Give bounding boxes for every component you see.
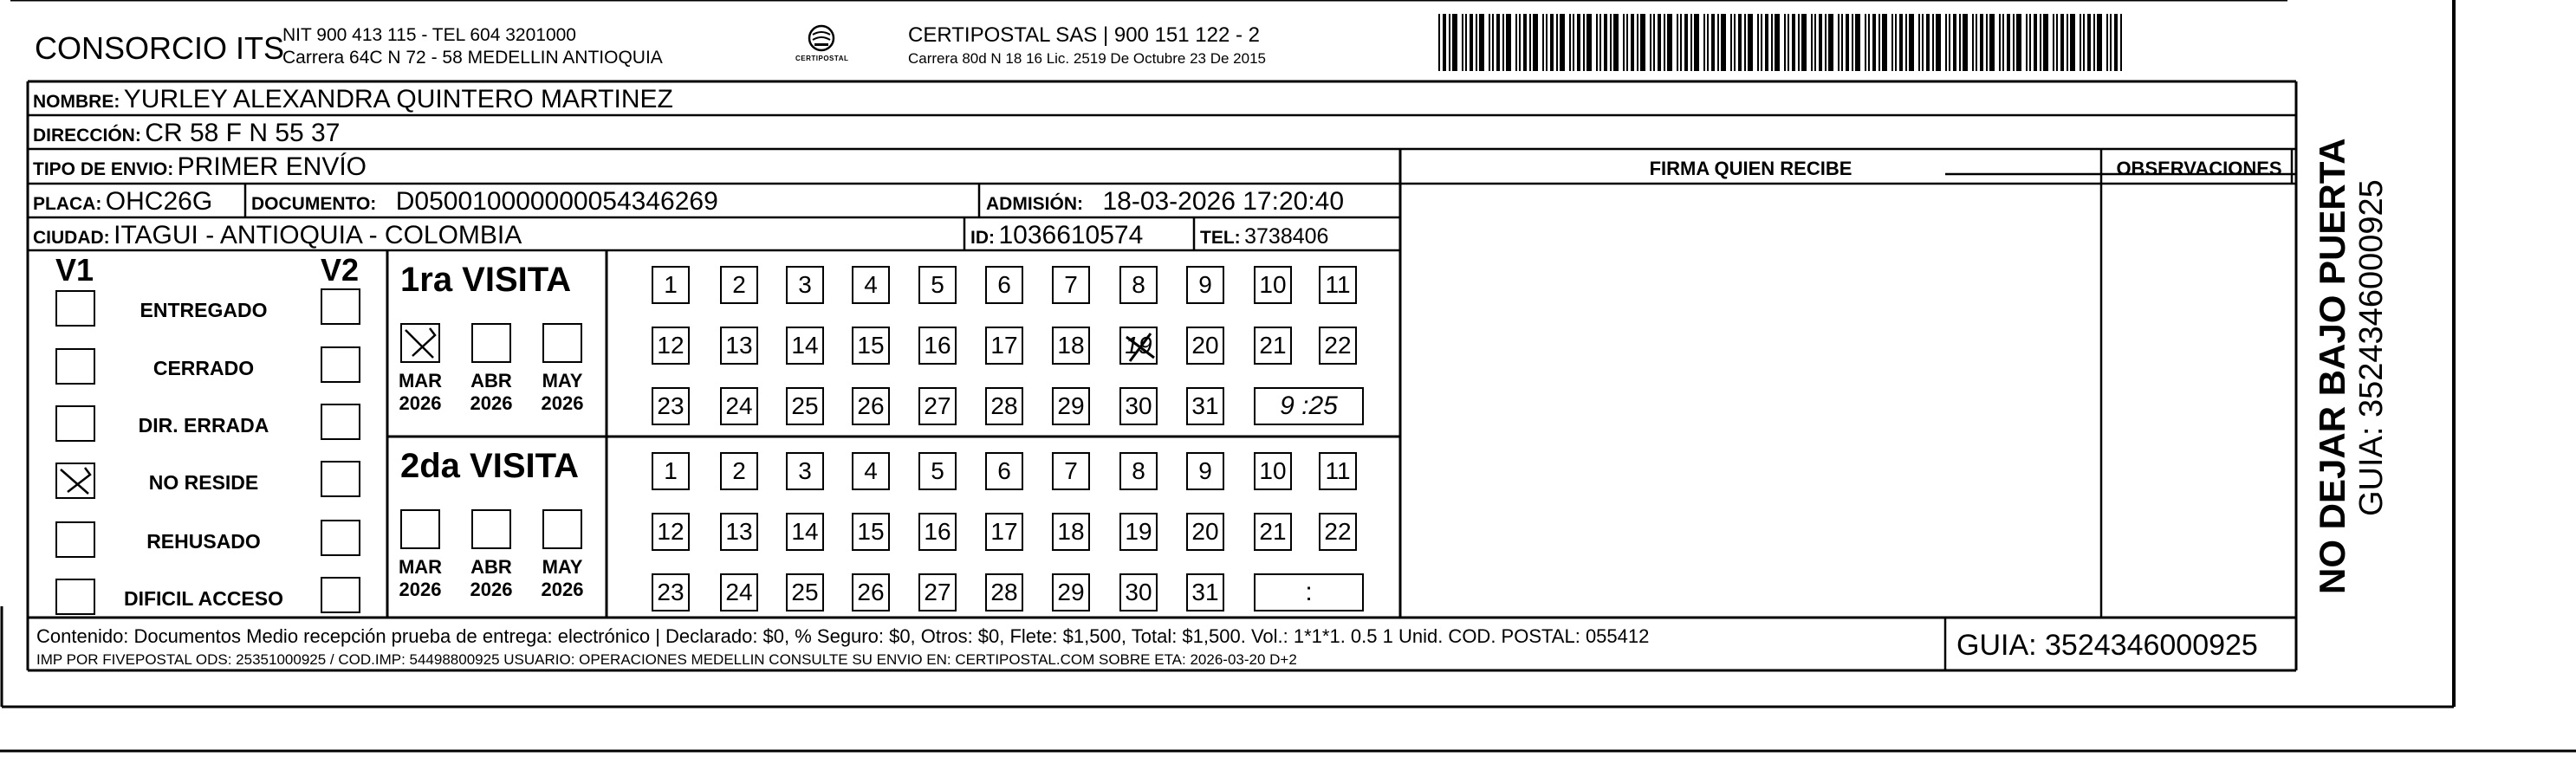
barcode-bar <box>1932 14 1934 71</box>
month-name: MAY <box>542 556 583 578</box>
v2-checkbox[interactable] <box>321 288 360 325</box>
barcode-bar <box>1882 14 1887 71</box>
barcode-bar <box>1711 14 1715 71</box>
barcode-bar <box>1546 14 1548 71</box>
v1-checkbox[interactable] <box>55 290 95 327</box>
month-label <box>466 556 516 601</box>
barcode-bar <box>1945 14 1947 71</box>
day-box[interactable]: 14 <box>786 327 824 365</box>
day-box[interactable]: 9 <box>1186 266 1224 304</box>
barcode-bar <box>1905 14 1907 71</box>
barcode-bar <box>1730 14 1732 71</box>
day-box[interactable]: 25 <box>786 387 824 425</box>
day-box[interactable]: 2 <box>720 452 758 490</box>
barcode-bar <box>1690 14 1692 71</box>
status-label: CERRADO <box>152 357 255 379</box>
barcode-bar <box>1936 14 1941 71</box>
barcode-bar <box>1798 14 1800 71</box>
barcode-bar <box>1771 14 1773 71</box>
day-box[interactable]: 16 <box>918 327 957 365</box>
visit-title: 2da VISITA <box>400 447 579 485</box>
day-box[interactable]: 2 <box>720 266 758 304</box>
barcode-bar <box>1825 14 1827 71</box>
barcode-bar <box>2034 14 2037 71</box>
day-box[interactable]: 15 <box>852 513 890 551</box>
day-box[interactable]: 11 <box>1319 266 1357 304</box>
month-checkbox[interactable] <box>471 509 511 549</box>
barcode-bar <box>1949 14 1950 71</box>
barcode-bar <box>1556 14 1558 71</box>
ciudad-label: CIUDAD: <box>33 228 110 248</box>
firma-header: FIRMA QUIEN RECIBE <box>1649 158 1853 179</box>
barcode-bar <box>1694 14 1699 71</box>
month-year: 2026 <box>470 579 513 600</box>
footer-content: Contenido: Documentos Medio recepción prueba de entrega: electrónico | Declarado: $0, % Seguro: $0, Otros: $0, Flete: $1,500, Total: $1,500. Vol.: 1*1*1. 0.5 1 Unid. COD. POSTAL: 055412 <box>36 625 1650 647</box>
barcode-bar <box>1684 14 1688 71</box>
barcode-bar <box>2070 14 2075 71</box>
day-box[interactable]: 20 <box>1186 513 1224 551</box>
barcode-bar <box>1610 14 1612 71</box>
barcode-bar <box>1449 14 1450 71</box>
v2-checkbox[interactable] <box>321 346 360 383</box>
v2-checkbox[interactable] <box>321 461 360 497</box>
barcode-bar <box>1788 14 1789 71</box>
barcode-bar <box>1963 14 1968 71</box>
barcode-bar <box>1677 14 1678 71</box>
day-box[interactable]: 12 <box>652 513 690 551</box>
barcode-bar <box>2040 14 2041 71</box>
barcode-bar <box>1757 14 1759 71</box>
barcode-bar <box>1872 14 1876 71</box>
day-box[interactable]: 10 <box>1254 266 1292 304</box>
day-box[interactable]: 13 <box>720 513 758 551</box>
day-box[interactable]: 11 <box>1319 452 1357 490</box>
day-box[interactable]: 19 <box>1119 327 1158 365</box>
carrier-license: Carrera 80d N 18 16 Lic. 2519 De Octubre 23 De 2015 <box>908 50 1266 67</box>
barcode-bar <box>1868 14 1870 71</box>
status-label: NO RESIDE <box>148 471 259 494</box>
documento-label: DOCUMENTO: <box>251 194 377 214</box>
barcode-bar <box>2114 14 2118 71</box>
barcode-bar <box>1667 14 1672 71</box>
barcode-bar <box>1492 14 1494 71</box>
barcode-bar <box>1573 14 1574 71</box>
day-box[interactable]: 29 <box>1052 573 1090 611</box>
status-label: DIR. ERRADA <box>138 414 269 437</box>
barcode-bar <box>1953 14 1956 71</box>
day-box[interactable]: 25 <box>786 573 824 611</box>
admision-value: 18-03-2026 17:20:40 <box>1102 187 1345 216</box>
check-mark-icon <box>57 464 94 497</box>
day-box[interactable]: 30 <box>1119 573 1158 611</box>
nombre-value: YURLEY ALEXANDRA QUINTERO MARTINEZ <box>123 85 673 113</box>
barcode-bar <box>2120 14 2122 71</box>
barcode-bar <box>1865 14 1866 71</box>
barcode-bar <box>1852 14 1853 71</box>
barcode-bar <box>1828 14 1833 71</box>
barcode-bar <box>1577 14 1580 71</box>
barcode-bar <box>1792 14 1795 71</box>
barcode-bar <box>1909 14 1914 71</box>
day-box[interactable]: 4 <box>852 266 890 304</box>
barcode-bar <box>1550 14 1554 71</box>
barcode-bar <box>1533 14 1538 71</box>
barcode-bar <box>1744 14 1746 71</box>
barcode-bar <box>1443 14 1446 71</box>
barcode-bar <box>1658 14 1661 71</box>
barcode-bar <box>1640 14 1645 71</box>
day-box[interactable]: 26 <box>852 387 890 425</box>
day-box[interactable]: 16 <box>918 513 957 551</box>
barcode-bar <box>1703 14 1705 71</box>
barcode-bar <box>1664 14 1665 71</box>
v1-checkbox[interactable] <box>55 348 95 385</box>
v2-checkbox[interactable] <box>321 520 360 556</box>
time-field[interactable]: 9 :25 <box>1254 387 1364 425</box>
day-box[interactable]: 9 <box>1186 452 1224 490</box>
placa-value: OHC26G <box>105 187 213 216</box>
barcode-bar <box>1502 14 1504 71</box>
barcode-bar <box>1623 14 1625 71</box>
firma-area[interactable] <box>1402 185 2099 616</box>
day-box[interactable]: 24 <box>720 573 758 611</box>
barcode-bar <box>2087 14 2091 71</box>
carrier-name: CERTIPOSTAL SAS | 900 151 122 - 2 <box>908 23 1260 47</box>
day-box[interactable]: 17 <box>985 327 1023 365</box>
day-box[interactable]: 20 <box>1186 327 1224 365</box>
barcode-bar <box>2080 14 2081 71</box>
day-box[interactable]: 7 <box>1052 266 1090 304</box>
barcode-bar <box>1707 14 1709 71</box>
barcode-bar <box>1496 14 1500 71</box>
barcode-bar <box>1489 14 1490 71</box>
day-box[interactable]: 18 <box>1052 513 1090 551</box>
barcode-bar <box>2106 14 2108 71</box>
day-box[interactable]: 4 <box>852 452 890 490</box>
v2-checkbox[interactable] <box>321 404 360 440</box>
barcode-bar <box>1476 14 1477 71</box>
barcode-bar <box>1515 14 1517 71</box>
barcode-bar <box>1922 14 1924 71</box>
tel-value: 3738406 <box>1244 224 1329 249</box>
logo-text: CERTIPOSTAL <box>795 55 849 62</box>
month-label <box>395 556 445 601</box>
placa-label: PLACA: <box>33 194 102 214</box>
day-box[interactable]: 8 <box>1119 266 1158 304</box>
observaciones-header: OBSERVACIONES <box>2116 158 2282 179</box>
barcode-bar <box>1637 14 1638 71</box>
barcode-bar <box>1523 14 1527 71</box>
barcode-bar <box>2029 14 2031 71</box>
day-box[interactable]: 29 <box>1052 387 1090 425</box>
day-box[interactable]: 24 <box>720 387 758 425</box>
barcode-bar <box>1959 14 1961 71</box>
barcode-bar <box>1506 14 1511 71</box>
brand-name: CONSORCIO ITS <box>35 30 285 66</box>
barcode-bar <box>2060 14 2064 71</box>
day-box[interactable]: 13 <box>720 327 758 365</box>
barcode-bar <box>1626 14 1628 71</box>
day-box[interactable]: 21 <box>1254 327 1292 365</box>
day-mark-icon <box>1121 328 1159 366</box>
day-box[interactable]: 22 <box>1319 327 1357 365</box>
barcode-bar <box>1855 14 1860 71</box>
day-box[interactable]: 23 <box>652 387 690 425</box>
barcode <box>1438 14 2128 74</box>
barcode-bar <box>1814 14 1816 71</box>
day-box[interactable]: 26 <box>852 573 890 611</box>
barcode-bar <box>1604 14 1607 71</box>
barcode-bar <box>1926 14 1930 71</box>
barcode-bar <box>2097 14 2102 71</box>
v1-header: V1 <box>55 252 94 288</box>
barcode-bar <box>1878 14 1880 71</box>
day-box[interactable]: 30 <box>1119 387 1158 425</box>
barcode-bar <box>2002 14 2004 71</box>
month-name: ABR <box>470 556 512 578</box>
barcode-bar <box>2007 14 2010 71</box>
month-label <box>466 370 516 415</box>
barcode-bar <box>1775 14 1780 71</box>
v2-header: V2 <box>321 252 360 288</box>
status-label: DIFICIL ACCESO <box>123 587 283 610</box>
month-checkbox[interactable] <box>542 509 582 549</box>
barcode-bar <box>1596 14 1598 71</box>
barcode-bar <box>2056 14 2058 71</box>
brand-address: Carrera 64C N 72 - 58 MEDELLIN ANTIOQUIA <box>282 48 663 68</box>
barcode-bar <box>1918 14 1920 71</box>
month-label <box>537 370 587 415</box>
day-box[interactable]: 23 <box>652 573 690 611</box>
barcode-bar <box>1819 14 1822 71</box>
barcode-bar <box>1653 14 1655 71</box>
check-mark-icon <box>402 325 438 361</box>
month-name: MAY <box>542 370 583 391</box>
day-box[interactable]: 1 <box>652 266 690 304</box>
side-guia: GUIA: 3524346000925 <box>2353 179 2390 516</box>
day-box[interactable]: 6 <box>985 266 1023 304</box>
barcode-bar <box>1438 14 1440 71</box>
month-label <box>395 370 445 415</box>
barcode-bar <box>1976 14 1977 71</box>
day-box[interactable]: 28 <box>985 387 1023 425</box>
v1-checkbox[interactable] <box>55 405 95 442</box>
month-name: MAR <box>398 556 443 578</box>
barcode-bar <box>1846 14 1849 71</box>
barcode-bar <box>1980 14 1983 71</box>
day-box[interactable]: 21 <box>1254 513 1292 551</box>
barcode-bar <box>1599 14 1601 71</box>
barcode-bar <box>1569 14 1571 71</box>
barcode-bar <box>1748 14 1753 71</box>
barcode-bar <box>1895 14 1897 71</box>
tel-label: TEL: <box>1200 228 1241 248</box>
barcode-bar <box>1765 14 1768 71</box>
day-box[interactable]: 7 <box>1052 452 1090 490</box>
barcode-bar <box>1452 14 1457 71</box>
barcode-bar <box>1986 14 1988 71</box>
barcode-bar <box>1717 14 1719 71</box>
direccion-label: DIRECCIÓN: <box>33 126 141 146</box>
day-box[interactable]: 5 <box>918 266 957 304</box>
day-box[interactable]: 31 <box>1186 573 1224 611</box>
v1-checkbox[interactable] <box>55 521 95 558</box>
barcode-bar <box>1784 14 1786 71</box>
day-box[interactable]: 22 <box>1319 513 1357 551</box>
status-label: ENTREGADO <box>140 299 268 321</box>
month-name: ABR <box>470 370 512 391</box>
barcode-bar <box>2043 14 2048 71</box>
day-box[interactable]: 10 <box>1254 452 1292 490</box>
month-checkbox[interactable] <box>471 323 511 363</box>
barcode-bar <box>2093 14 2095 71</box>
direccion-value: CR 58 F N 55 37 <box>145 119 341 147</box>
month-year: 2026 <box>541 579 584 600</box>
barcode-bar <box>2013 14 2015 71</box>
barcode-bar <box>1470 14 1473 71</box>
visit-title: 1ra VISITA <box>400 261 572 299</box>
barcode-bar <box>1542 14 1544 71</box>
month-year: 2026 <box>399 579 442 600</box>
barcode-bar <box>1586 14 1592 71</box>
day-box[interactable]: 6 <box>985 452 1023 490</box>
day-box[interactable]: 27 <box>918 573 957 611</box>
barcode-bar <box>1465 14 1467 71</box>
month-year: 2026 <box>399 392 442 414</box>
barcode-bar <box>1519 14 1521 71</box>
barcode-bar <box>1479 14 1484 71</box>
tipo-envio-label: TIPO DE ENVIO: <box>33 159 174 179</box>
barcode-bar <box>1631 14 1634 71</box>
barcode-bar <box>1680 14 1682 71</box>
day-box[interactable]: 27 <box>918 387 957 425</box>
v1-checkbox[interactable] <box>55 463 95 499</box>
barcode-bar <box>1529 14 1531 71</box>
day-box[interactable]: 3 <box>786 266 824 304</box>
barcode-bar <box>1899 14 1903 71</box>
month-checkbox[interactable] <box>400 323 440 363</box>
barcode-bar <box>2026 14 2028 71</box>
day-box[interactable]: 18 <box>1052 327 1090 365</box>
side-warning: NO DEJAR BAJO PUERTA <box>2312 138 2352 594</box>
barcode-bar <box>1462 14 1463 71</box>
day-box[interactable]: 15 <box>852 327 890 365</box>
id-label: ID: <box>970 228 995 248</box>
ciudad-value: ITAGUI - ANTIOQUIA - COLOMBIA <box>114 221 522 249</box>
nombre-label: NOMBRE: <box>33 92 120 112</box>
day-box[interactable]: 8 <box>1119 452 1158 490</box>
day-box[interactable]: 31 <box>1186 387 1224 425</box>
barcode-bar <box>2110 14 2112 71</box>
month-checkbox[interactable] <box>542 323 582 363</box>
barcode-bar <box>1811 14 1813 71</box>
day-box[interactable]: 1 <box>652 452 690 490</box>
tipo-envio-value: PRIMER ENVÍO <box>177 152 367 181</box>
barcode-bar <box>1891 14 1893 71</box>
time-field[interactable]: : <box>1254 573 1364 611</box>
documento-value: D050010000000054346269 <box>395 187 718 216</box>
day-box[interactable]: 12 <box>652 327 690 365</box>
barcode-bar <box>1801 14 1807 71</box>
day-box[interactable]: 28 <box>985 573 1023 611</box>
month-label <box>537 556 587 601</box>
barcode-bar <box>1560 14 1565 71</box>
barcode-bar <box>2053 14 2054 71</box>
barcode-bar <box>1989 14 1995 71</box>
observaciones-area[interactable] <box>2103 185 2290 616</box>
id-value: 1036610574 <box>998 221 1144 249</box>
barcode-bar <box>1650 14 1651 71</box>
brand-nit-tel: NIT 900 413 115 - TEL 604 3201000 <box>282 25 576 45</box>
barcode-bar <box>1838 14 1840 71</box>
barcode-bar <box>1734 14 1736 71</box>
barcode-bar <box>1738 14 1742 71</box>
day-box[interactable]: 17 <box>985 513 1023 551</box>
day-box[interactable]: 19 <box>1119 513 1158 551</box>
footer-guia: GUIA: 3524346000925 <box>1956 629 2258 662</box>
month-year: 2026 <box>541 392 584 414</box>
barcode-bar <box>2016 14 2021 71</box>
barcode-bar <box>2083 14 2085 71</box>
barcode-bar <box>1999 14 2001 71</box>
v1-checkbox[interactable] <box>55 579 95 615</box>
v2-checkbox[interactable] <box>321 577 360 613</box>
barcode-bar <box>2067 14 2068 71</box>
certipostal-logo <box>795 23 847 68</box>
admision-label: ADMISIÓN: <box>986 194 1083 214</box>
status-label: REHUSADO <box>146 530 261 553</box>
barcode-bar <box>1841 14 1843 71</box>
barcode-bar <box>1613 14 1619 71</box>
barcode-bar <box>1583 14 1585 71</box>
footer-imp: IMP POR FIVEPOSTAL ODS: 25351000925 / COD.IMP: 54498800925 USUARIO: OPERACIONES MEDELLIN CONSULTE SU ENVIO EN: CERTIPOSTAL.COM SOBRE ETA: 2026-03-20 D+2 <box>36 651 1297 668</box>
day-box[interactable]: 5 <box>918 452 957 490</box>
day-box[interactable]: 3 <box>786 452 824 490</box>
barcode-bar <box>1761 14 1762 71</box>
barcode-bar <box>1721 14 1726 71</box>
month-name: MAR <box>398 370 443 391</box>
day-box[interactable]: 14 <box>786 513 824 551</box>
barcode-bar <box>1972 14 1974 71</box>
month-year: 2026 <box>470 392 513 414</box>
month-checkbox[interactable] <box>400 509 440 549</box>
